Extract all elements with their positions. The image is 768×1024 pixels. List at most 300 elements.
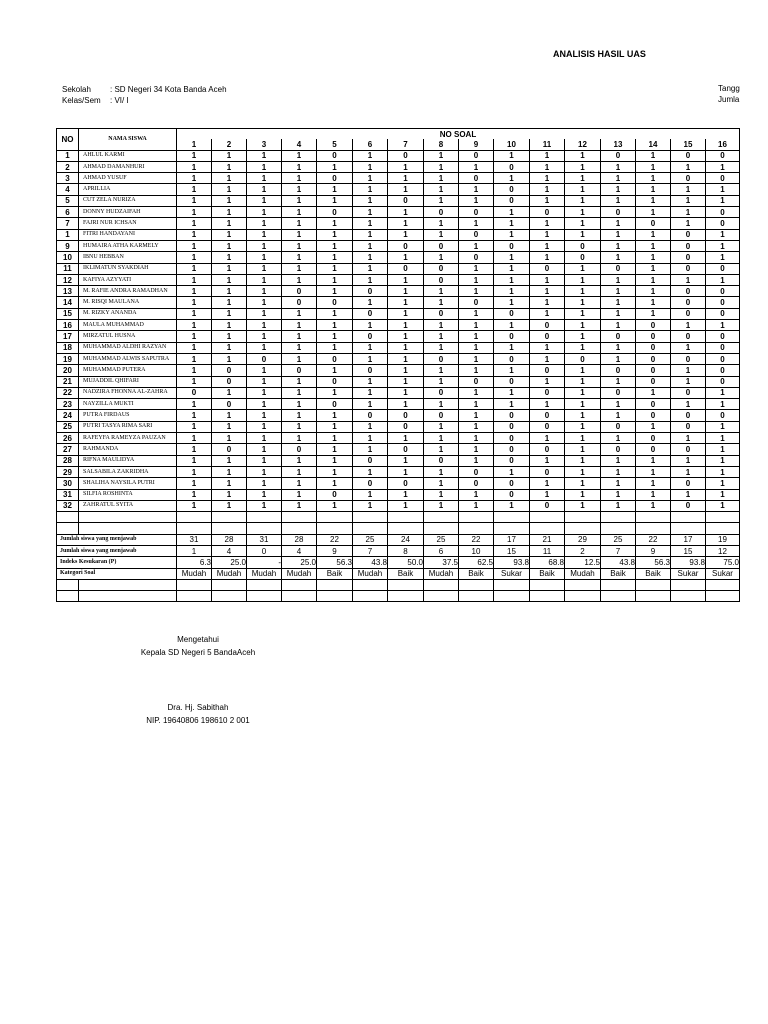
score-cell: 0	[317, 297, 353, 308]
score-cell: 1	[565, 376, 601, 387]
signature-nip: NIP. 19640806 198610 2 001	[146, 716, 250, 725]
score-cell: 1	[247, 297, 282, 308]
score-cell: 0	[671, 150, 706, 161]
score-cell: 0	[388, 263, 424, 274]
col-no-header: NO	[57, 129, 79, 151]
score-cell: 1	[706, 466, 740, 477]
score-cell: 1	[353, 489, 388, 500]
student-name: M. RIZKY ANANDA	[79, 308, 177, 319]
score-cell: 1	[247, 433, 282, 444]
score-cell: 1	[177, 399, 212, 410]
score-cell: 1	[282, 455, 317, 466]
score-cell: 1	[601, 308, 636, 319]
score-cell: 1	[459, 308, 494, 319]
score-cell: 1	[671, 466, 706, 477]
score-cell: 1	[601, 173, 636, 184]
soal-number-header: 8	[424, 139, 459, 150]
student-row	[57, 240, 740, 251]
score-cell: 1	[388, 399, 424, 410]
score-cell: 1	[177, 433, 212, 444]
class-info	[62, 96, 129, 105]
score-cell: 0	[459, 478, 494, 489]
soal-number-header: 16	[706, 139, 740, 150]
soal-number-header: 11	[530, 139, 565, 150]
score-cell: 0	[530, 410, 565, 421]
summary-value: Baik	[388, 568, 424, 579]
empty-cell	[636, 591, 671, 602]
score-cell: 1	[601, 410, 636, 421]
score-cell: 1	[247, 218, 282, 229]
score-cell: 0	[636, 365, 671, 376]
score-cell: 0	[388, 421, 424, 432]
score-cell: 1	[177, 444, 212, 455]
score-cell: 1	[459, 387, 494, 398]
score-cell: 1	[530, 161, 565, 172]
summary-value: 22	[459, 534, 494, 545]
empty-cell	[247, 512, 282, 523]
score-cell: 1	[177, 286, 212, 297]
score-cell: 0	[636, 444, 671, 455]
soal-number-header: 2	[212, 139, 247, 150]
score-cell: 0	[636, 218, 671, 229]
score-cell: 1	[601, 161, 636, 172]
score-cell: 1	[282, 274, 317, 285]
student-row	[57, 184, 740, 195]
score-cell: 0	[636, 320, 671, 331]
score-cell: 1	[671, 455, 706, 466]
score-cell: 0	[671, 308, 706, 319]
score-cell: 1	[247, 184, 282, 195]
empty-cell	[459, 523, 494, 534]
score-cell: 1	[601, 500, 636, 511]
score-cell: 1	[706, 421, 740, 432]
score-cell: 0	[353, 286, 388, 297]
score-cell: 1	[388, 342, 424, 353]
score-cell: 1	[671, 376, 706, 387]
score-cell: 0	[494, 161, 530, 172]
score-cell: 0	[671, 353, 706, 364]
student-number: 24	[57, 410, 79, 421]
score-cell: 1	[459, 331, 494, 342]
empty-cell	[530, 512, 565, 523]
score-cell: 1	[459, 365, 494, 376]
empty-cell	[57, 523, 79, 534]
score-cell: 1	[601, 286, 636, 297]
student-number: 27	[57, 444, 79, 455]
student-name: MIRZATUL HUSNA	[79, 331, 177, 342]
score-cell: 1	[282, 433, 317, 444]
score-cell: 1	[388, 308, 424, 319]
score-cell: 0	[706, 342, 740, 353]
score-cell: 1	[459, 320, 494, 331]
student-number: 15	[57, 308, 79, 319]
score-cell: 1	[706, 455, 740, 466]
score-cell: 1	[212, 387, 247, 398]
empty-cell	[530, 579, 565, 590]
score-cell: 1	[565, 207, 601, 218]
score-cell: 1	[353, 500, 388, 511]
score-cell: 1	[177, 489, 212, 500]
student-name: FAJRI NUR ICHSAN	[79, 218, 177, 229]
score-cell: 1	[706, 489, 740, 500]
score-cell: 1	[565, 365, 601, 376]
score-cell: 1	[317, 240, 353, 251]
score-cell: 1	[317, 421, 353, 432]
score-cell: 1	[247, 207, 282, 218]
empty-cell	[353, 512, 388, 523]
score-cell: 1	[212, 252, 247, 263]
score-cell: 1	[353, 207, 388, 218]
summary-value: 93.8	[494, 557, 530, 568]
score-cell: 1	[353, 376, 388, 387]
score-cell: 1	[212, 342, 247, 353]
score-cell: 1	[177, 308, 212, 319]
soal-number-header: 13	[601, 139, 636, 150]
score-cell: 0	[494, 353, 530, 364]
score-cell: 1	[317, 263, 353, 274]
summary-value: 2	[565, 545, 601, 556]
score-cell: 1	[353, 150, 388, 161]
summary-label: Kategori Soal	[57, 568, 177, 579]
empty-cell	[388, 523, 424, 534]
score-cell: 1	[424, 173, 459, 184]
student-number: 16	[57, 320, 79, 331]
score-cell: 1	[247, 195, 282, 206]
empty-cell	[565, 591, 601, 602]
student-number: 18	[57, 342, 79, 353]
score-cell: 1	[247, 286, 282, 297]
score-cell: 1	[247, 489, 282, 500]
score-cell: 1	[177, 466, 212, 477]
score-cell: 0	[671, 297, 706, 308]
summary-value: 25	[601, 534, 636, 545]
summary-value: 15	[494, 545, 530, 556]
document-title: ANALISIS HASIL UAS	[553, 49, 646, 59]
score-cell: 1	[636, 478, 671, 489]
student-row	[57, 274, 740, 285]
score-cell: 1	[601, 478, 636, 489]
student-name: APRILLIA	[79, 184, 177, 195]
score-cell: 1	[530, 173, 565, 184]
student-row	[57, 466, 740, 477]
student-number: 20	[57, 365, 79, 376]
summary-value: 7	[353, 545, 388, 556]
score-cell: 0	[212, 365, 247, 376]
student-row	[57, 218, 740, 229]
score-cell: 0	[424, 410, 459, 421]
score-cell: 0	[494, 478, 530, 489]
student-number: 32	[57, 500, 79, 511]
summary-value: 21	[530, 534, 565, 545]
score-cell: 1	[388, 455, 424, 466]
student-name: IKLIMATUN SYAKDIAH	[79, 263, 177, 274]
score-cell: 1	[353, 173, 388, 184]
empty-row	[57, 591, 740, 602]
score-cell: 0	[494, 421, 530, 432]
summary-value: Sukar	[706, 568, 740, 579]
score-cell: 1	[706, 433, 740, 444]
score-cell: 1	[530, 342, 565, 353]
score-cell: 1	[388, 376, 424, 387]
score-cell: 1	[706, 252, 740, 263]
school-label: Sekolah	[62, 85, 91, 94]
score-cell: 0	[424, 240, 459, 251]
score-cell: 1	[317, 274, 353, 285]
soal-number-header: 15	[671, 139, 706, 150]
score-cell: 1	[459, 433, 494, 444]
summary-value: 75.0	[706, 557, 740, 568]
score-cell: 1	[565, 297, 601, 308]
student-row	[57, 376, 740, 387]
score-cell: 1	[212, 466, 247, 477]
score-cell: 1	[494, 342, 530, 353]
score-cell: 1	[212, 320, 247, 331]
score-cell: 1	[424, 184, 459, 195]
score-cell: 0	[706, 207, 740, 218]
score-cell: 0	[353, 331, 388, 342]
score-cell: 0	[459, 297, 494, 308]
score-cell: 1	[317, 320, 353, 331]
score-cell: 0	[494, 331, 530, 342]
score-cell: 1	[494, 207, 530, 218]
empty-cell	[706, 512, 740, 523]
student-row	[57, 421, 740, 432]
score-cell: 0	[601, 387, 636, 398]
soal-number-header: 4	[282, 139, 317, 150]
summary-value: 6.3	[177, 557, 212, 568]
score-cell: 0	[388, 478, 424, 489]
score-cell: 0	[353, 365, 388, 376]
score-cell: 0	[530, 421, 565, 432]
summary-value: 25.0	[282, 557, 317, 568]
score-cell: 1	[282, 387, 317, 398]
score-cell: 1	[388, 365, 424, 376]
score-cell: 1	[317, 410, 353, 421]
score-cell: 1	[424, 229, 459, 240]
score-cell: 1	[565, 399, 601, 410]
score-cell: 1	[601, 240, 636, 251]
score-cell: 0	[459, 173, 494, 184]
student-name: DONNY HUDZAIFAH	[79, 207, 177, 218]
empty-cell	[79, 512, 177, 523]
empty-cell	[212, 579, 247, 590]
score-cell: 0	[424, 308, 459, 319]
score-cell: 0	[494, 184, 530, 195]
score-cell: 1	[530, 229, 565, 240]
score-cell: 1	[601, 274, 636, 285]
score-cell: 1	[282, 466, 317, 477]
score-cell: 1	[317, 387, 353, 398]
empty-cell	[317, 523, 353, 534]
score-cell: 1	[177, 240, 212, 251]
score-cell: 1	[177, 184, 212, 195]
score-cell: 0	[671, 387, 706, 398]
score-cell: 1	[212, 308, 247, 319]
student-number: 3	[57, 173, 79, 184]
empty-cell	[79, 591, 177, 602]
score-cell: 0	[636, 433, 671, 444]
student-name: SALSABILA ZAKRIDHA	[79, 466, 177, 477]
score-cell: 1	[494, 286, 530, 297]
score-cell: 0	[706, 286, 740, 297]
score-cell: 1	[601, 252, 636, 263]
score-cell: 1	[212, 240, 247, 251]
student-name: MUJADDIL QHIFARI	[79, 376, 177, 387]
col-name-header: NAMA SISWA	[79, 129, 177, 151]
score-cell: 1	[530, 184, 565, 195]
score-cell: 1	[706, 240, 740, 251]
student-row	[57, 150, 740, 161]
score-cell: 1	[671, 320, 706, 331]
empty-cell	[212, 523, 247, 534]
score-cell: 1	[494, 387, 530, 398]
score-cell: 1	[247, 444, 282, 455]
score-cell: 1	[353, 195, 388, 206]
score-cell: 1	[212, 229, 247, 240]
student-row	[57, 252, 740, 263]
score-cell: 0	[494, 433, 530, 444]
score-cell: 1	[636, 240, 671, 251]
student-name: MAULA MUHAMMAD	[79, 320, 177, 331]
score-cell: 1	[671, 365, 706, 376]
score-cell: 1	[282, 195, 317, 206]
empty-cell	[317, 579, 353, 590]
empty-cell	[177, 579, 212, 590]
score-cell: 1	[494, 399, 530, 410]
score-cell: 1	[353, 297, 388, 308]
score-cell: 1	[459, 421, 494, 432]
score-cell: 1	[247, 500, 282, 511]
score-cell: 1	[212, 297, 247, 308]
score-cell: 1	[565, 410, 601, 421]
empty-cell	[388, 591, 424, 602]
score-cell: 1	[459, 274, 494, 285]
score-cell: 1	[212, 195, 247, 206]
student-number: 1	[57, 229, 79, 240]
score-cell: 1	[353, 184, 388, 195]
student-row	[57, 195, 740, 206]
empty-cell	[424, 512, 459, 523]
score-cell: 1	[424, 399, 459, 410]
score-cell: 1	[601, 353, 636, 364]
score-cell: 1	[247, 365, 282, 376]
score-cell: 1	[565, 466, 601, 477]
score-cell: 0	[671, 444, 706, 455]
score-cell: 1	[671, 161, 706, 172]
signature-name: Dra. Hj. Sabithah	[167, 703, 229, 712]
empty-cell	[494, 591, 530, 602]
summary-value: 28	[212, 534, 247, 545]
score-cell: 0	[530, 365, 565, 376]
score-cell: 1	[247, 342, 282, 353]
student-row	[57, 433, 740, 444]
empty-cell	[706, 523, 740, 534]
empty-cell	[282, 579, 317, 590]
student-number: 1	[57, 150, 79, 161]
soal-number-header: 12	[565, 139, 601, 150]
summary-value: 12	[706, 545, 740, 556]
score-cell: 1	[282, 173, 317, 184]
score-cell: 0	[494, 410, 530, 421]
class-label: Kelas/Sem	[62, 96, 101, 105]
empty-cell	[79, 523, 177, 534]
student-name: PUTRA FIRDAUS	[79, 410, 177, 421]
empty-cell	[282, 591, 317, 602]
score-cell: 1	[247, 161, 282, 172]
score-cell: 0	[212, 376, 247, 387]
empty-cell	[706, 579, 740, 590]
summary-value: 93.8	[671, 557, 706, 568]
score-cell: 1	[247, 240, 282, 251]
score-cell: 0	[671, 478, 706, 489]
student-number: 26	[57, 433, 79, 444]
score-cell: 1	[565, 173, 601, 184]
score-cell: 0	[671, 500, 706, 511]
student-number: 21	[57, 376, 79, 387]
score-cell: 1	[282, 161, 317, 172]
score-cell: 1	[212, 150, 247, 161]
score-cell: 1	[317, 342, 353, 353]
score-cell: 1	[565, 308, 601, 319]
score-cell: 1	[459, 161, 494, 172]
student-number: 5	[57, 195, 79, 206]
student-name: M. RAFIE ANDRA RAMADHAN	[79, 286, 177, 297]
score-cell: 1	[459, 444, 494, 455]
score-cell: 1	[177, 263, 212, 274]
student-row	[57, 286, 740, 297]
score-cell: 1	[601, 218, 636, 229]
score-cell: 1	[353, 421, 388, 432]
score-cell: 1	[494, 150, 530, 161]
score-cell: 0	[530, 444, 565, 455]
score-cell: 1	[424, 489, 459, 500]
score-cell: 0	[282, 365, 317, 376]
score-cell: 1	[353, 353, 388, 364]
score-cell: 1	[530, 478, 565, 489]
student-number: 31	[57, 489, 79, 500]
school-value: : SD Negeri 34 Kota Banda Aceh	[110, 85, 227, 94]
student-row	[57, 308, 740, 319]
score-cell: 1	[530, 252, 565, 263]
summary-label: Indeks Kesukaran (P)	[57, 557, 177, 568]
score-cell: 0	[706, 308, 740, 319]
score-cell: 1	[494, 365, 530, 376]
empty-cell	[459, 512, 494, 523]
score-cell: 1	[212, 161, 247, 172]
score-cell: 1	[601, 229, 636, 240]
summary-row	[57, 545, 740, 556]
score-cell: 1	[388, 466, 424, 477]
score-cell: 1	[177, 173, 212, 184]
score-cell: 1	[424, 297, 459, 308]
score-cell: 1	[212, 286, 247, 297]
score-cell: 1	[317, 444, 353, 455]
empty-cell	[671, 591, 706, 602]
score-cell: 0	[706, 173, 740, 184]
student-name: MUHAMMAD ALDHI RAZYAN	[79, 342, 177, 353]
score-cell: 0	[706, 410, 740, 421]
score-cell: 1	[424, 365, 459, 376]
score-cell: 1	[247, 331, 282, 342]
score-cell: 1	[424, 218, 459, 229]
score-cell: 0	[494, 489, 530, 500]
score-cell: 1	[565, 274, 601, 285]
score-cell: 1	[494, 320, 530, 331]
score-cell: 1	[247, 320, 282, 331]
score-cell: 1	[565, 184, 601, 195]
score-cell: 1	[636, 274, 671, 285]
score-cell: 1	[565, 489, 601, 500]
